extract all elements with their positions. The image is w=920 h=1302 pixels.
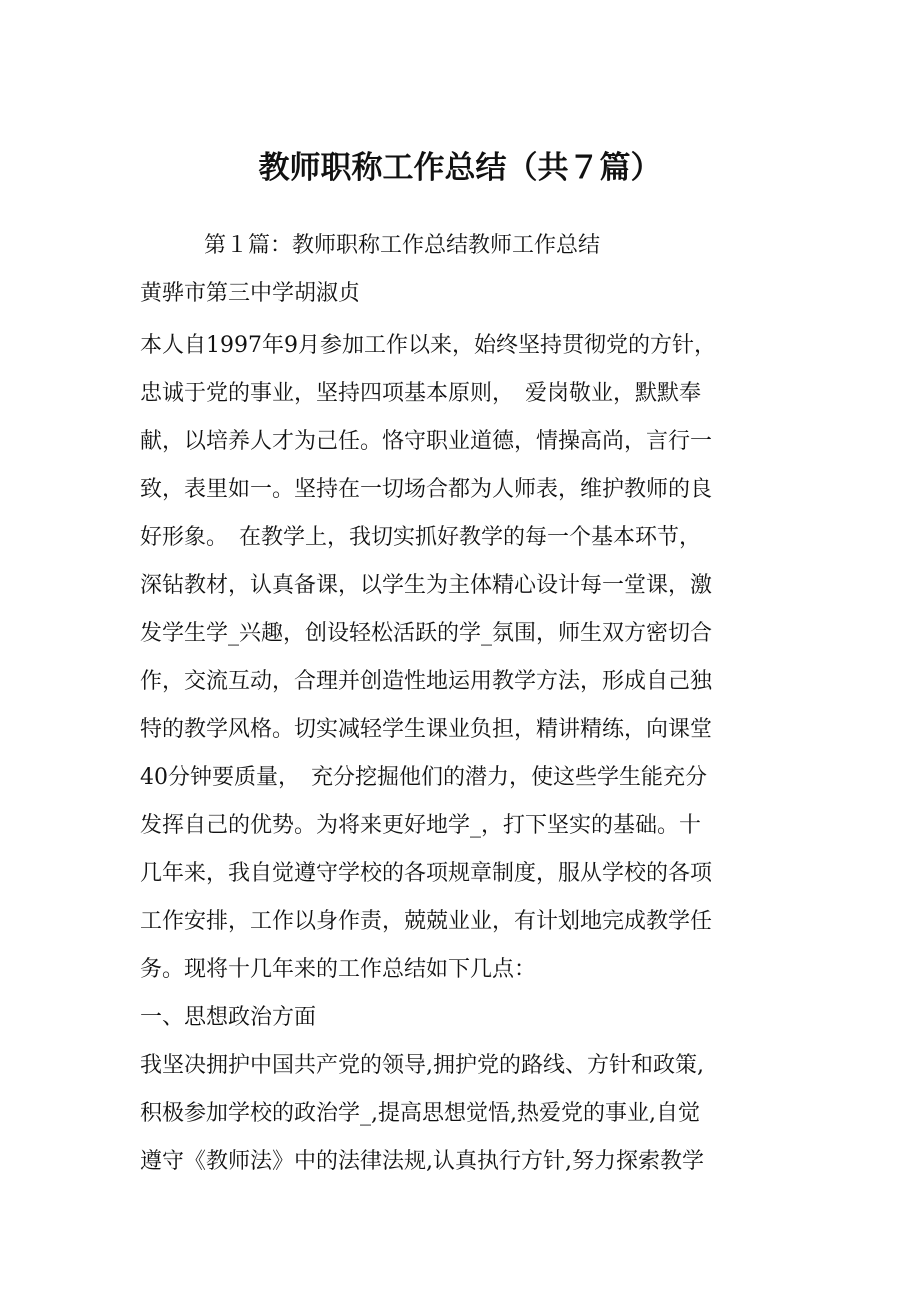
author-line: 黄骅市第三中学胡淑贞 [140, 281, 361, 306]
body-text [140, 322, 840, 1186]
text-line: 几年来，我自觉遵守学校的各项规章制度，服从学校的各项 [140, 861, 713, 886]
text-line: 特的教学风格。切实减轻学生课业负担，精讲精练，向课堂 [140, 717, 713, 742]
section-heading: 一、思想政治方面 [140, 1005, 317, 1030]
text-line: 忠诚于党的事业，坚持四项基本原则， 爱岗敬业，默默奉 [140, 381, 702, 406]
text-line: 发挥自己的优势。为将来更好地学_，打下坚实的基础。十 [140, 813, 702, 838]
text-line: 本人自1997年9月参加工作以来，始终坚持贯彻党的方针， [140, 333, 716, 358]
chapter-heading: 第１篇：教师职称工作总结教师工作总结 [204, 233, 601, 258]
document-title: 教师职称工作总结（共７篇） [258, 150, 662, 186]
text-line: 务。现将十几年来的工作总结如下几点： [140, 957, 537, 982]
text-line: 工作安排，工作以身作责，兢兢业业，有计划地完成教学任 [140, 909, 713, 934]
text-line: 积极参加学校的政治学_,提高思想觉悟,热爱党的事业,自觉 [140, 1101, 700, 1126]
text-line: 致，表里如一。坚持在一切场合都为人师表，维护教师的良 [140, 477, 713, 502]
text-line: 作，交流互动，合理并创造性地运用教学方法，形成自己独 [140, 669, 713, 694]
text-line: 好形象。 在教学上，我切实抓好教学的每一个基本环节， [140, 525, 702, 550]
text-line: 发学生学_兴趣，创设轻松活跃的学_氛围，师生双方密切合 [140, 621, 713, 646]
text-line: 我坚决拥护中国共产党的领导,拥护党的路线、方针和政策, [140, 1053, 704, 1078]
text-line: 遵守《教师法》中的法律法规,认真执行方针,努力探索教学 [140, 1149, 704, 1174]
text-line: 40分钟要质量， 充分挖掘他们的潜力，使这些学生能充分 [140, 765, 707, 790]
text-line: 深钻教材，认真备课，以学生为主体精心设计每一堂课，激 [140, 573, 713, 598]
text-line: 献，以培养人才为己任。恪守职业道德，情操高尚，言行一 [140, 429, 713, 454]
